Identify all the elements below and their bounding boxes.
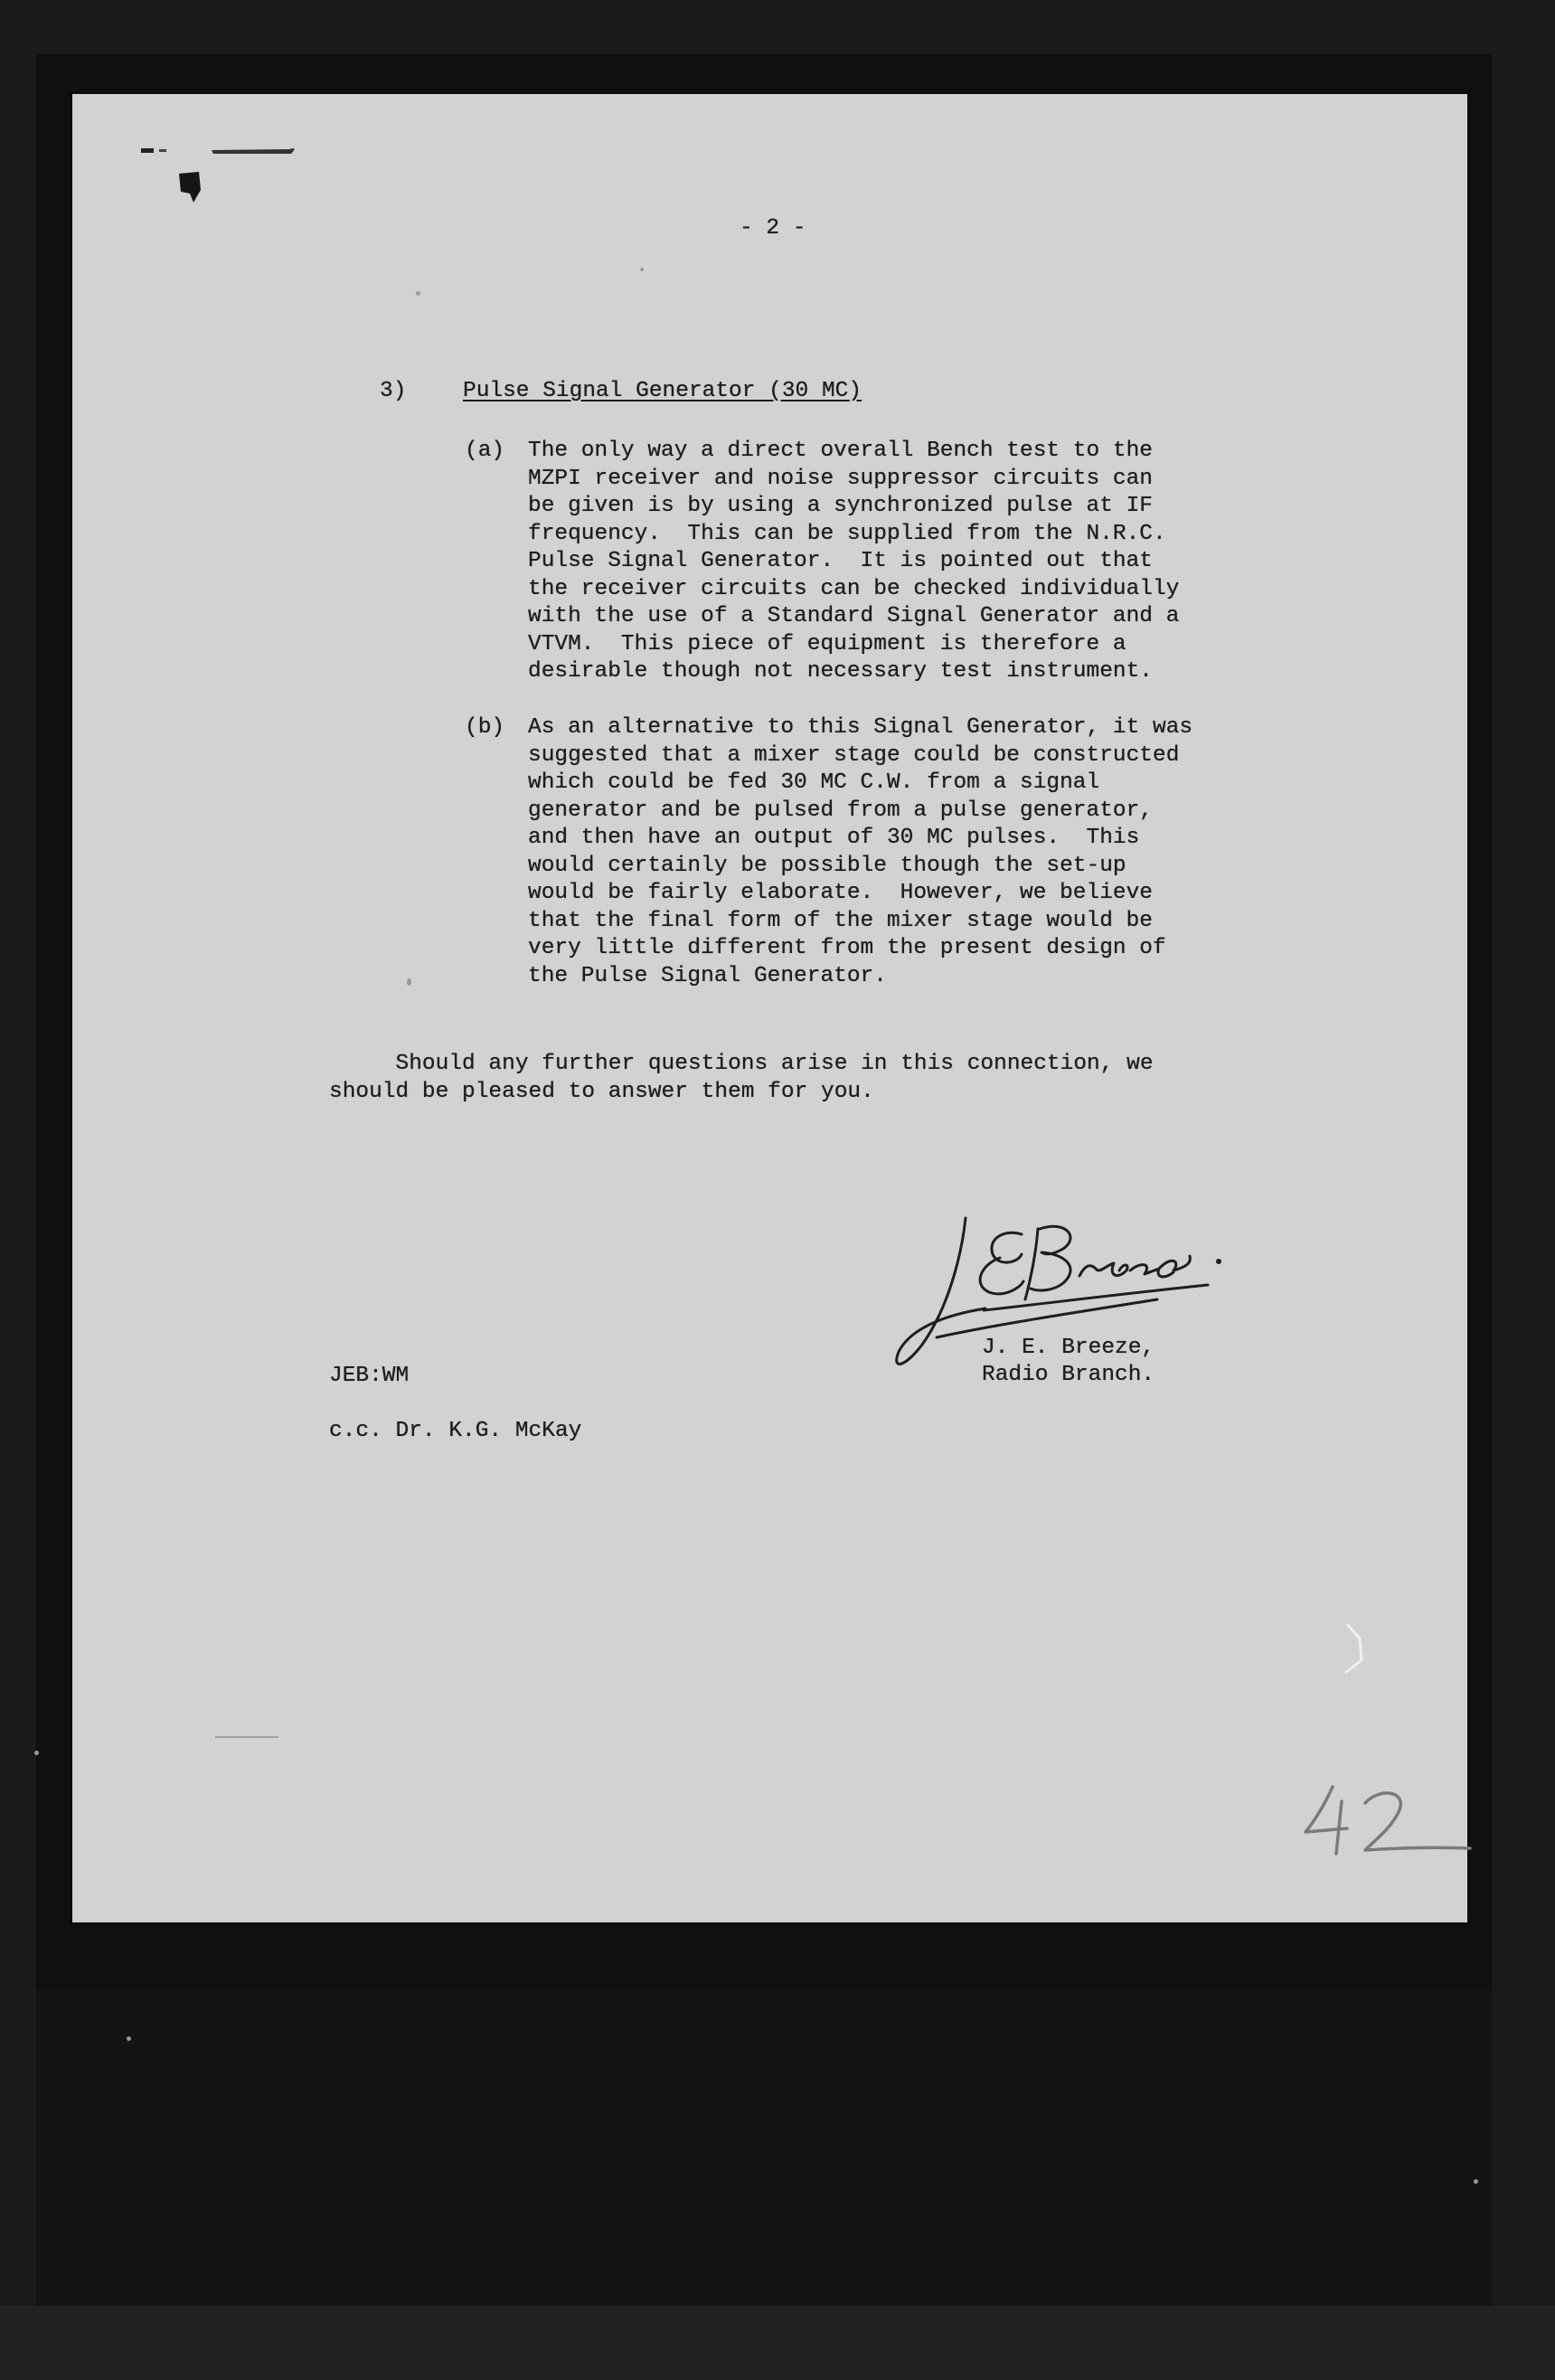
item-a-line: The only way a direct overall Bench test to the [528, 439, 1154, 463]
item-a-line: be given is by using a synchronized pulse at IF [528, 494, 1154, 518]
item-b-line: As an alternative to this Signal Generator, it was [528, 715, 1193, 740]
item-a-line: VTVM. This piece of equipment is therefore a [528, 631, 1126, 656]
document-page [72, 94, 1467, 1922]
carbon-copy-line: c.c. Dr. K.G. McKay [329, 1419, 582, 1443]
bracket-mark [1338, 1619, 1383, 1682]
dust-speck [416, 291, 420, 296]
section-heading: Pulse Signal Generator (30 MC) [463, 379, 862, 403]
item-b-line: suggested that a mixer stage could be constructed [528, 742, 1180, 768]
faint-line [215, 1736, 278, 1738]
item-a-line: with the use of a Standard Signal Generator and a [528, 604, 1180, 628]
closing-line: should be pleased to answer them for you. [329, 1079, 874, 1104]
item-a-line: the receiver circuits can be checked individually [528, 576, 1180, 601]
page-number: - 2 - [740, 216, 806, 241]
closing-paragraph [329, 1051, 1154, 1106]
closing-line: Should any further questions arise in this connection, we [329, 1052, 1154, 1076]
item-b-line: would certainly be possible though the set-up [528, 853, 1126, 878]
item-b-paragraph [528, 714, 1192, 990]
item-b-line: and then have an output of 30 MC pulses. This [528, 826, 1140, 850]
reference-initials: JEB:WM [329, 1364, 410, 1388]
signatory-name: J. E. Breeze, [982, 1336, 1155, 1360]
dust-speck [640, 268, 644, 271]
item-b-line: very little different from the present design of [528, 936, 1166, 960]
item-b-line: generator and be pulsed from a pulse generator, [528, 798, 1154, 823]
item-a-line: desirable though not necessary test instrument. [528, 659, 1154, 684]
dust-speck [127, 2036, 131, 2041]
signatory-department: Radio Branch. [982, 1363, 1155, 1387]
item-b-line: the Pulse Signal Generator. [528, 963, 887, 988]
item-a-line: frequency. This can be supplied from the N.R.C. [528, 521, 1166, 546]
dust-speck [1474, 2179, 1478, 2184]
dust-speck [407, 978, 411, 986]
item-a-line: Pulse Signal Generator. It is pointed out that [528, 549, 1154, 573]
item-b-label: (b) [465, 715, 505, 740]
item-a-paragraph [528, 438, 1179, 686]
dust-speck [34, 1751, 39, 1755]
section-number: 3) [380, 379, 407, 403]
item-a-line: MZPI receiver and noise suppressor circuits can [528, 466, 1154, 491]
handwritten-page-number [1293, 1781, 1474, 1863]
item-b-line: which could be fed 30 MC C.W. from a signal [528, 770, 1100, 795]
item-b-line: that the final form of the mixer stage would be [528, 908, 1154, 933]
ink-smudge-marks [127, 127, 307, 217]
item-a-label: (a) [465, 439, 505, 463]
item-b-line: would be fairly elaborate. However, we believe [528, 881, 1154, 905]
